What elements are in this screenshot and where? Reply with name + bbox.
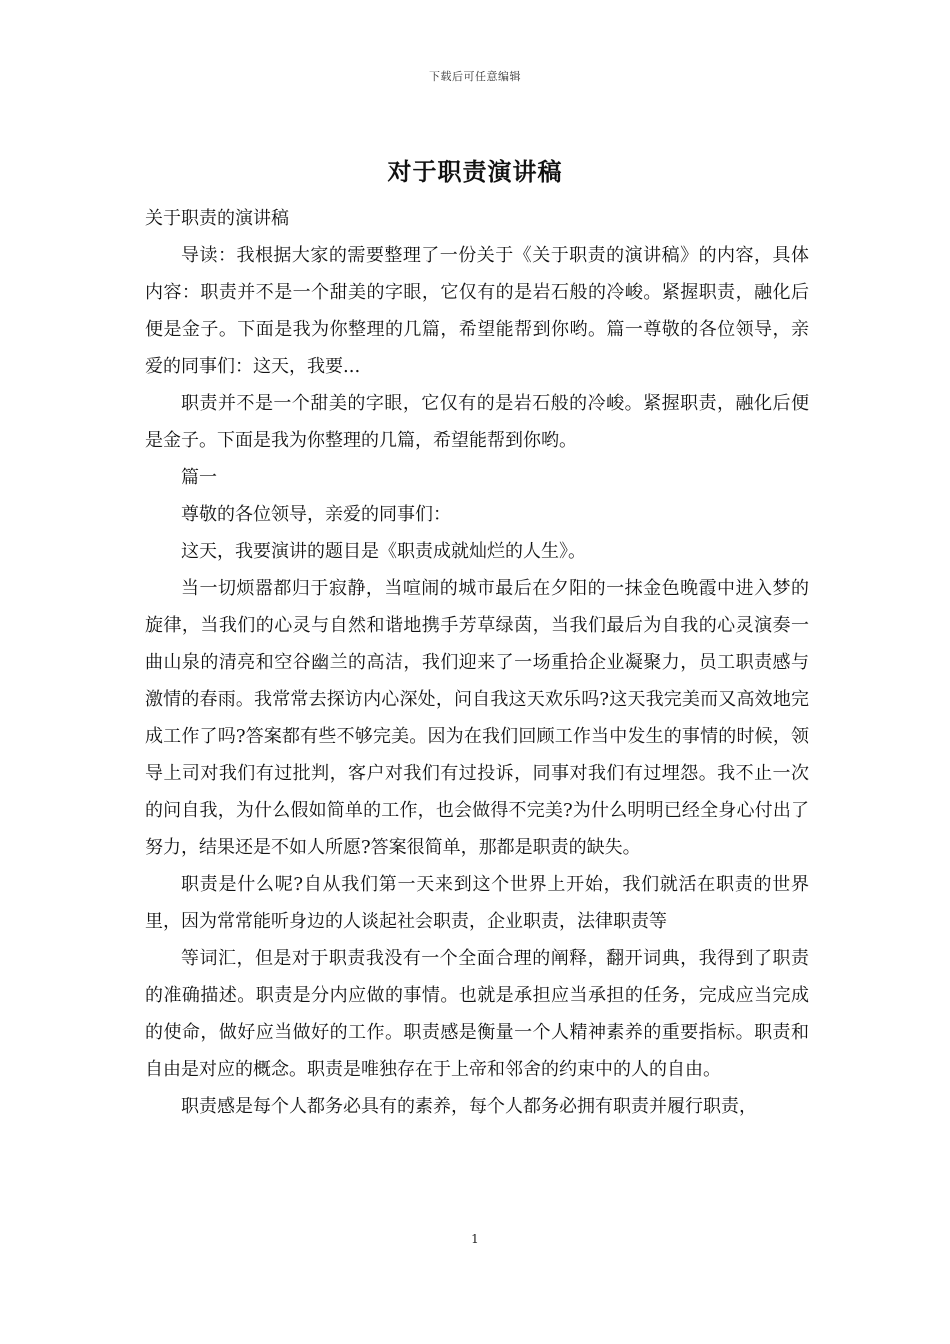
paragraph-body: 等词汇，但是对于职责我没有一个全面合理的阐释，翻开词典，我得到了职责的准确描述。职责是分内应做的事情。也就是承担应当承担的任务，完成应当完成的使命，做好应当做好的工作。职责感是衡量一个人精神素养的重要指标。职责和自由是对应的概念。职责是唯独存在于上帝和邻舍的约束中的人的自由。 (145, 948, 809, 1080)
paragraph-topic: 这天，我要演讲的题目是《职责成就灿烂的人生》。 (181, 541, 586, 562)
page-number: 1 (471, 1232, 479, 1246)
paragraph-body: 职责是什么呢?自从我们第一天来到这个世界上开始，我们就活在职责的世界里，因为常常能听身边的人谈起社会职责，企业职责，法律职责等 (145, 874, 809, 932)
paragraph-summary: 职责并不是一个甜美的字眼，它仅有的是岩石般的冷峻。紧握职责，融化后便是金子。下面是我为你整理的几篇，希望能帮到你哟。 (145, 393, 809, 451)
page-header: 下载后可任意编辑 (429, 70, 521, 83)
paragraph-body: 当一切烦嚣都归于寂静，当喧闹的城市最后在夕阳的一抹金色晚霞中进入梦的旋律，当我们的心灵与自然和谐地携手芳草绿茵，当我们最后为自我的心灵演奏一曲山泉的清亮和空谷幽兰的高洁，我们迎来了一场重拾企业凝聚力，员工职责感与激情的春雨。我常常去探访内心深处，问自我这天欢乐吗?这天我完美而又高效地完成工作了吗?答案都有些不够完美。因为在我们回顾工作当中发生的事情的时候，领导上司对我们有过批判，客户对我们有过投诉，同事对我们有过埋怨。我不止一次的问自我，为什么假如简单的工作，也会做得不完美?为什么明明已经全身心付出了努力，结果还是不如人所愿?答案很简单，那都是职责的缺失。 (145, 578, 809, 858)
paragraph-salutation: 尊敬的各位领导，亲爱的同事们： (181, 504, 451, 525)
document-subtitle: 关于职责的演讲稿 (145, 208, 289, 229)
paragraph-body: 职责感是每个人都务必具有的素养，每个人都务必拥有职责并履行职责， (181, 1096, 757, 1117)
document-title: 对于职责演讲稿 (387, 157, 563, 186)
paragraph-section-label: 篇一 (181, 467, 217, 488)
document-body (145, 200, 809, 1125)
paragraph-intro: 导读：我根据大家的需要整理了一份关于《关于职责的演讲稿》的内容，具体内容：职责并不是一个甜美的字眼，它仅有的是岩石般的冷峻。紧握职责，融化后便是金子。下面是我为你整理的几篇，希望能帮到你哟。篇一尊敬的各位领导，亲爱的同事们：这天，我要... (145, 245, 809, 377)
